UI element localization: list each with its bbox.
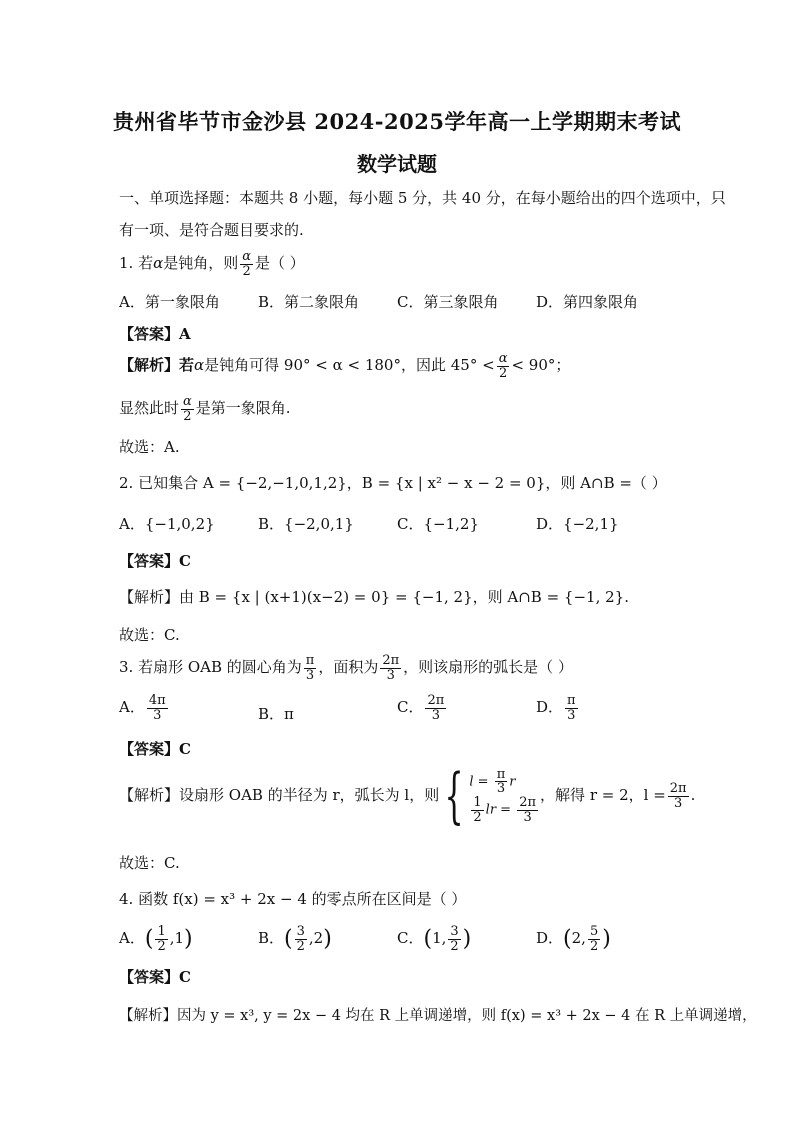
page-subtitle: 数学试题 [357, 152, 437, 176]
q4-option-c: C．(1, $\frac{3}{2}$ ) [397, 924, 472, 954]
page-title: 贵州省毕节市金沙县 2024-2025学年高一上学期期末考试 [113, 109, 681, 134]
q1-analysis: 【解析】若α是钝角可得 90° < α < 180°，因此 45° < $\frac{\alpha}{2}$ < 90°； [119, 351, 571, 381]
q3-conclusion: 故选：C. [119, 854, 180, 872]
q3-stem: 3. 若扇形 OAB 的圆心角为 $\frac{\pi}{3}$ ，面积为 $\frac{2\pi}{3}$ ，则该扇形的弧长是（ ） [119, 653, 573, 683]
section-instructions-line1: 一、单项选择题：本题共 8 小题，每小题 5 分，共 40 分，在每小题给出的四个选项中，只 [119, 189, 726, 207]
q1-answer: 【答案】A [119, 325, 191, 343]
q1-stem: 1. 若α是钝角，则 $\frac{\alpha}{2}$ 是（ ） [119, 249, 305, 279]
q3-analysis: 【解析】设扇形 OAB 的半径为 r，弧长为 l，则{ l = $\frac{\pi}{3}$ r $\frac{1}{2}$ lr = $\frac{2\pi}{3}$ ，解得 r = 2，l = $\frac{2\pi}{3}$ . [119, 761, 696, 831]
q4-option-a: A．( $\frac{1}{2}$ ,1) [119, 924, 193, 954]
section-instructions-line2: 有一项、是符合题目要求的. [119, 221, 304, 239]
q1-option-d: D．第四象限角 [536, 293, 639, 311]
q2-option-b: B．{−2,0,1} [258, 515, 354, 533]
q4-analysis: 【解析】因为 y = x³, y = 2x − 4 均在 R 上单调递增，则 f(x) = x³ + 2x − 4 在 R 上单调递增， [119, 1008, 757, 1024]
q2-option-d: D．{−2,1} [536, 515, 619, 533]
q2-analysis: 【解析】由 B = {x | (x+1)(x−2) = 0} = {−1, 2}，则 A∩B = {−1, 2}. [119, 588, 629, 606]
q2-answer: 【答案】C [119, 552, 191, 570]
q2-stem: 2. 已知集合 A = {−2,−1,0,1,2}，B = {x | x² − x − 2 = 0}，则 A∩B =（ ） [119, 474, 667, 492]
q4-option-d: D．(2, $\frac{5}{2}$ ) [536, 924, 611, 954]
q1-option-a: A．第一象限角 [119, 293, 220, 311]
q2-option-c: C．{−1,2} [397, 515, 479, 533]
q1-fraction: $\frac{\alpha}{2}$ [242, 249, 252, 279]
q3-answer: 【答案】C [119, 740, 191, 758]
q1-conclusion: 故选：A. [119, 438, 180, 456]
q3-option-b: B．π [258, 705, 294, 723]
q1-option-c: C．第三象限角 [397, 293, 499, 311]
q4-answer: 【答案】C [119, 968, 191, 986]
q4-stem: 4. 函数 f(x) = x³ + 2x − 4 的零点所在区间是（ ） [119, 890, 467, 908]
q2-option-a: A．{−1,0,2} [119, 515, 215, 533]
q1-option-b: B．第二象限角 [258, 293, 360, 311]
q4-option-b: B．( $\frac{3}{2}$ ,2) [258, 924, 332, 954]
q3-option-d: D． $\frac{\pi}{3}$ [536, 693, 576, 723]
q2-conclusion: 故选：C. [119, 626, 180, 644]
q3-option-a: A． $\frac{4\pi}{3}$ [119, 693, 166, 723]
q3-option-c: C． $\frac{2\pi}{3}$ [397, 693, 445, 723]
q1-analysis-line2: 显然此时 $\frac{\alpha}{2}$ 是第一象限角. [119, 394, 291, 424]
